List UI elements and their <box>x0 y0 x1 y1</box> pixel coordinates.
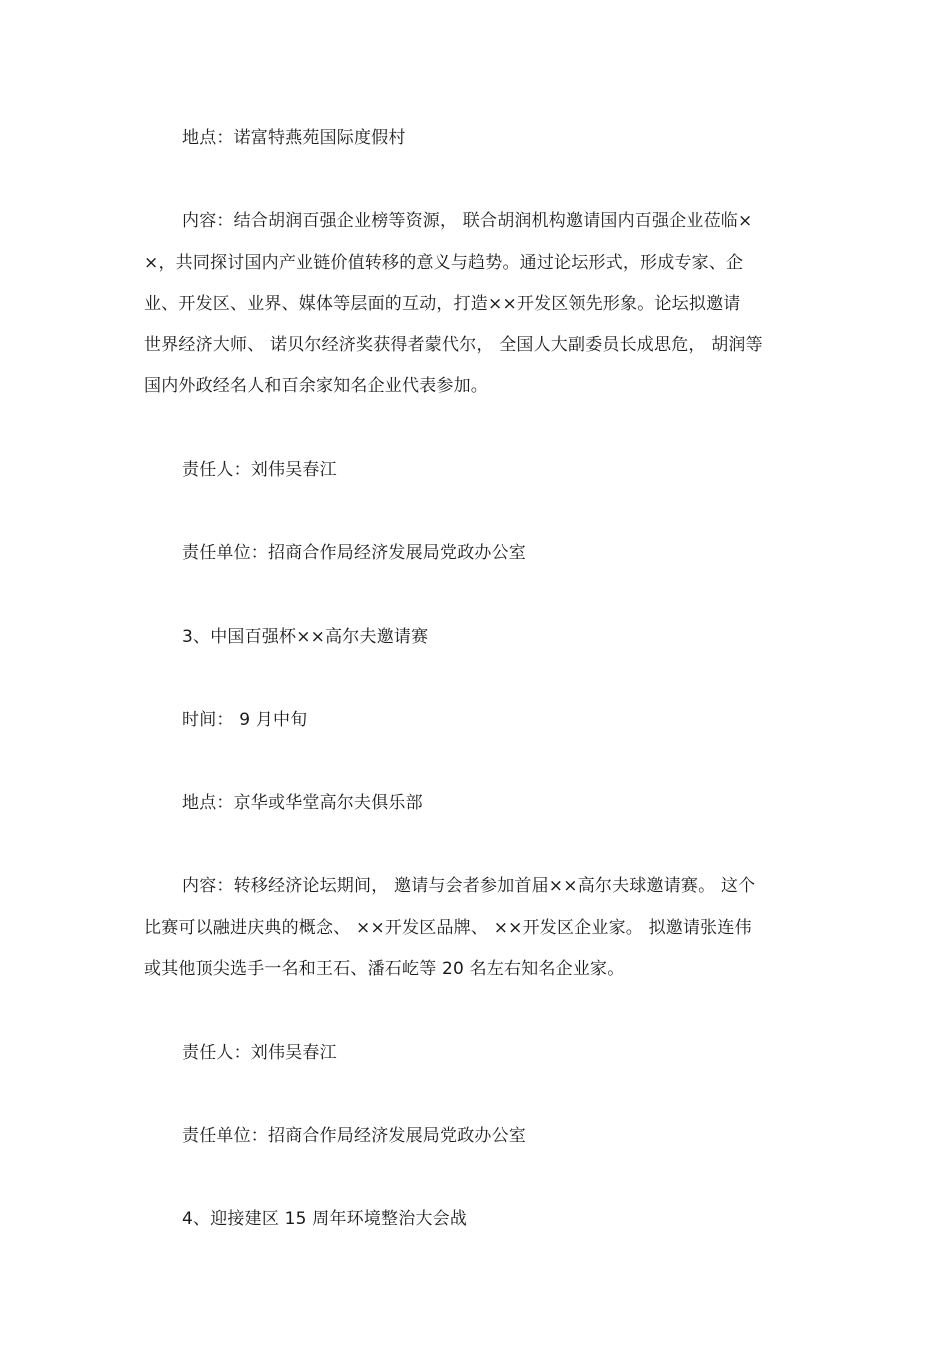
content-line-2: 比赛可以融进庆典的概念、 ××开发区品牌、 ××开发区企业家。 拟邀请张连伟 <box>144 918 752 938</box>
location-line: 地点：京华或华堂高尔夫俱乐部 <box>182 793 423 813</box>
location-line: 地点：诺富特燕苑国际度假村 <box>182 128 406 148</box>
content-line-4: 世界经济大师、 诺贝尔经济奖获得者蒙代尔， 全国人大副委员长成思危， 胡润等 <box>144 335 763 355</box>
responsible-person-line: 责任人：刘伟吴春江 <box>182 460 337 480</box>
responsible-unit-line: 责任单位：招商合作局经济发展局党政办公室 <box>182 1126 526 1146</box>
content-line-1: 内容：转移经济论坛期间， 邀请与会者参加首届××高尔夫球邀请赛。 这个 <box>182 876 756 896</box>
section-heading: 4、迎接建区 15 周年环境整治大会战 <box>182 1209 468 1229</box>
responsible-person-line: 责任人：刘伟吴春江 <box>182 1043 337 1063</box>
responsible-unit-line: 责任单位：招商合作局经济发展局党政办公室 <box>182 543 526 563</box>
content-line-5: 国内外政经名人和百余家知名企业代表参加。 <box>144 376 488 396</box>
section-heading: 3、中国百强杯××高尔夫邀请赛 <box>182 627 429 647</box>
time-line: 时间： 9 月中旬 <box>182 710 308 730</box>
content-line-3: 业、开发区、业界、媒体等层面的互动，打造××开发区领先形象。论坛拟邀请 <box>144 294 741 314</box>
content-line-3: 或其他顶尖选手一名和王石、潘石屹等 20 名左右知名企业家。 <box>144 959 625 979</box>
content-line-2: ×，共同探讨国内产业链价值转移的意义与趋势。通过论坛形式，形成专家、企 <box>144 253 744 273</box>
content-line-1: 内容：结合胡润百强企业榜等资源， 联合胡润机构邀请国内百强企业莅临× <box>182 211 753 231</box>
